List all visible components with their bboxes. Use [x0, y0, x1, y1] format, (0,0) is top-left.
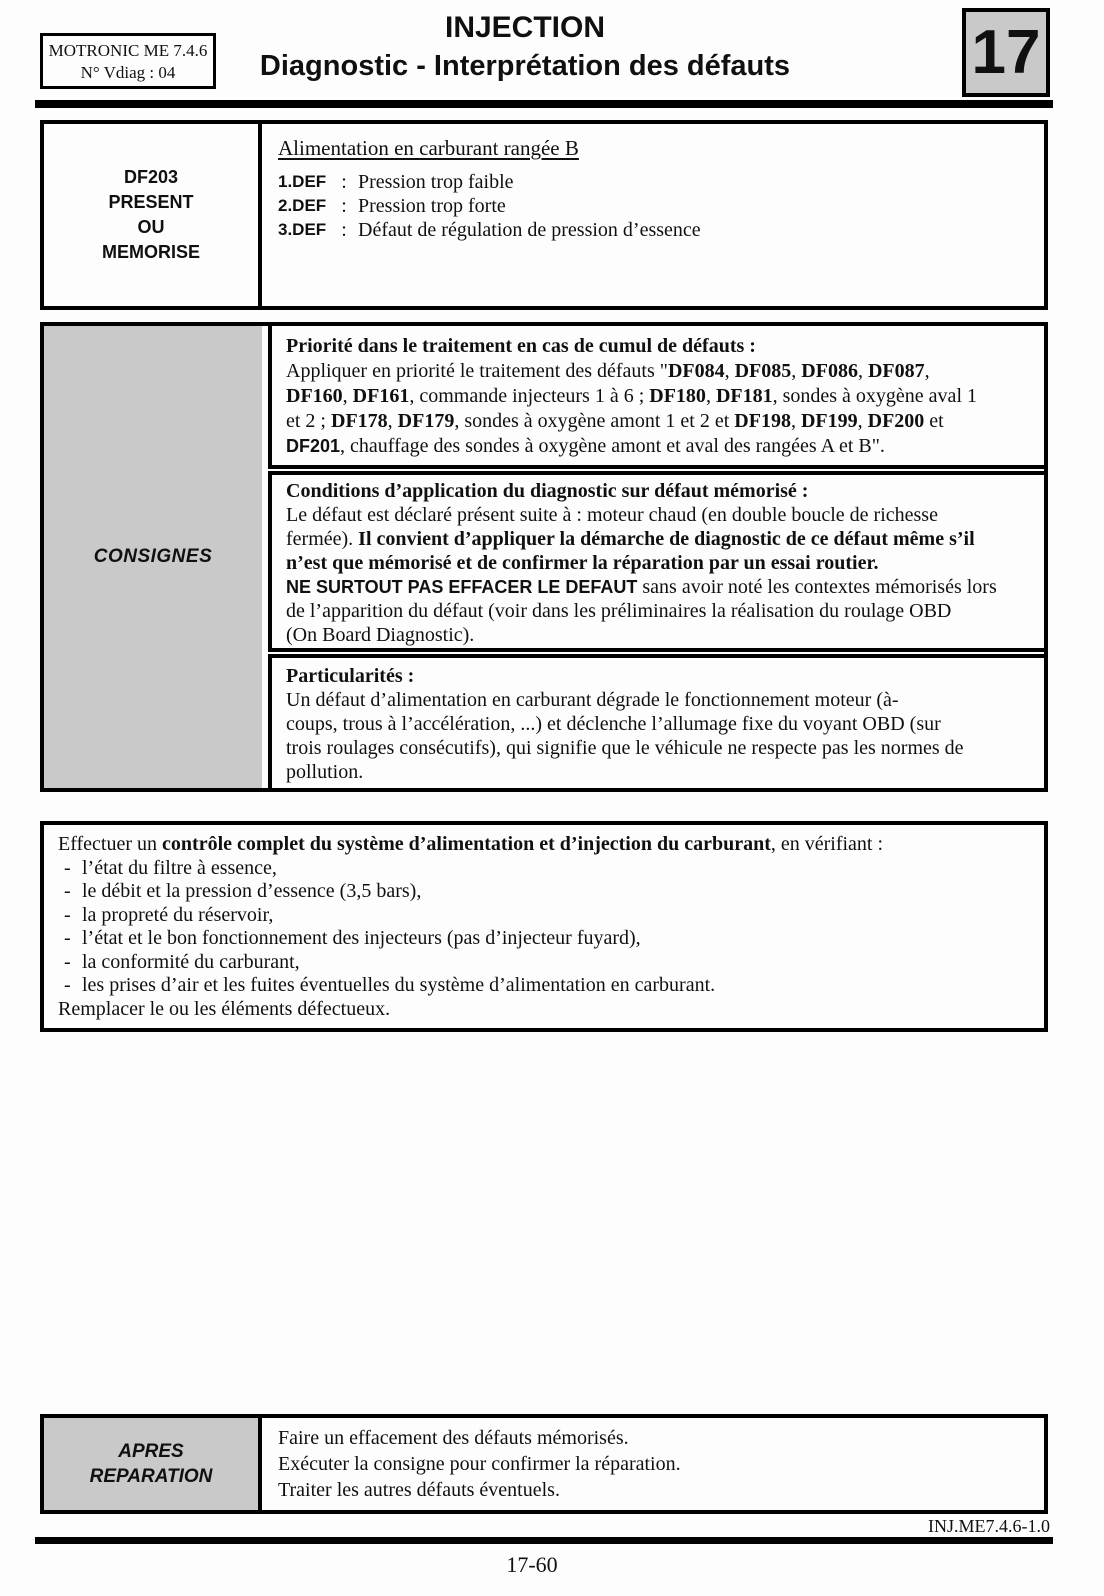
consignes-label: CONSIGNES: [93, 546, 213, 567]
checklist-item: - la propreté du réservoir,: [64, 903, 274, 926]
after-repair-label-cell: [44, 1418, 262, 1510]
text-line: (On Board Diagnostic).: [286, 624, 475, 646]
priority-heading: Priorité dans le traitement en cas de cumul de défauts :: [286, 335, 756, 357]
header-titles: [215, 12, 835, 82]
model-info-box: [40, 33, 216, 89]
fault-title: Alimentation en carburant rangée B: [278, 136, 579, 160]
consignes-content: [268, 326, 1044, 788]
conditions-box: [268, 471, 1044, 652]
vdiag-number: N° Vdiag : 04: [80, 63, 176, 82]
consignes-block: [40, 322, 1048, 792]
text-line: DF201, chauffage des sondes à oxygène amont et aval des rangées A et B".: [286, 435, 885, 457]
text-line: n’est que mémorisé et de confirmer la réparation par un essai routier.: [286, 552, 879, 574]
section-number: 17: [971, 18, 1041, 87]
checklist-intro: [58, 833, 1028, 857]
text-line: trois roulages consécutifs), qui signifie que le véhicule ne respecte pas les normes de: [286, 737, 964, 759]
checklist-block: [40, 821, 1048, 1032]
text-line: et 2 ; DF178, DF179, sondes à oxygène amont 1 et 2 et DF198, DF199, DF200 et: [286, 410, 944, 432]
checklist-outro: Remplacer le ou les éléments défectueux.: [58, 997, 391, 1020]
checklist-items: [58, 857, 1028, 998]
page-number: 17-60: [506, 1552, 558, 1577]
text-line: OU: [137, 217, 165, 237]
def-item: 2.DEF : Pression trop forte: [278, 195, 506, 217]
text-line: Appliquer en priorité le traitement des défauts "DF084, DF085, DF086, DF087,: [286, 360, 930, 382]
particularites-heading: Particularités :: [286, 665, 415, 687]
text-line: APRES: [118, 1441, 184, 1462]
def-item: 1.DEF : Pression trop faible: [278, 171, 514, 193]
after-repair-content: [262, 1418, 1044, 1510]
checklist-item: - le débit et la pression d’essence (3,5 bars),: [64, 880, 422, 902]
header-rule: [35, 100, 1053, 108]
particularites-text: [286, 688, 1030, 784]
text-line: fermée). Il convient d’appliquer la démarche de diagnostic de ce défaut même s’il: [286, 528, 975, 550]
text-line: DF160, DF161, commande injecteurs 1 à 6 ; DF180, DF181, sondes à oxygène aval 1: [286, 385, 977, 407]
text-line: DF203: [123, 167, 179, 187]
fault-block: [40, 120, 1048, 310]
text-line: de l’apparition du défaut (voir dans les préliminaires la réalisation du roulage OBD: [286, 600, 952, 622]
text-line: NE SURTOUT PAS EFFACER LE DEFAUT sans avoir noté les contextes mémorisés lors: [286, 576, 997, 598]
text-line: Effectuer un contrôle complet du système d’alimentation et d’injection du carburant, en vérifiant :: [58, 833, 884, 855]
checklist-item: - l’état et le bon fonctionnement des injecteurs (pas d’injecteur fuyard),: [64, 927, 641, 949]
particularites-box: [268, 654, 1044, 788]
text-line: coups, trous à l’accélération, ...) et déclenche l’allumage fixe du voyant OBD (sur: [286, 713, 941, 735]
def-item: 3.DEF : Défaut de régulation de pression d’essence: [278, 219, 701, 241]
conditions-heading: Conditions d’application du diagnostic sur défaut mémorisé :: [286, 480, 809, 502]
conditions-text: [286, 503, 1030, 647]
checklist-item: - les prises d’air et les fuites éventuelles du système d’alimentation en carburant.: [64, 974, 716, 996]
text-line: Faire un effacement des défauts mémorisés.: [278, 1427, 629, 1449]
fault-code-cell: [44, 124, 262, 306]
text-line: Exécuter la consigne pour confirmer la réparation.: [278, 1453, 681, 1475]
checklist-item: - la conformité du carburant,: [64, 950, 300, 973]
section-number-box: [962, 8, 1050, 97]
text-line: Traiter les autres défauts éventuels.: [278, 1479, 560, 1501]
text-line: Un défaut d’alimentation en carburant dégrade le fonctionnement moteur (à-: [286, 689, 899, 711]
page-subtitle: Diagnostic - Interprétation des défauts: [259, 50, 791, 82]
text-line: Le défaut est déclaré présent suite à : moteur chaud (en double boucle de richesse: [286, 504, 938, 526]
fault-def-list: [278, 170, 1030, 242]
checklist-item: - l’état du filtre à essence,: [64, 856, 277, 879]
text-line: REPARATION: [89, 1466, 213, 1487]
consignes-label-cell: [44, 326, 262, 788]
after-repair-block: [40, 1414, 1048, 1514]
document-reference: INJ.ME7.4.6-1.0: [928, 1516, 1050, 1536]
priority-box: [268, 326, 1044, 469]
priority-text: [286, 359, 1030, 459]
text-line: PRESENT: [108, 192, 194, 212]
text-line: pollution.: [286, 761, 364, 783]
footer-rule: [35, 1537, 1053, 1544]
fault-detail-cell: [262, 124, 1044, 306]
model-name: MOTRONIC ME 7.4.6: [48, 41, 208, 60]
text-line: MEMORISE: [101, 242, 200, 262]
page-title: INJECTION: [444, 11, 606, 44]
